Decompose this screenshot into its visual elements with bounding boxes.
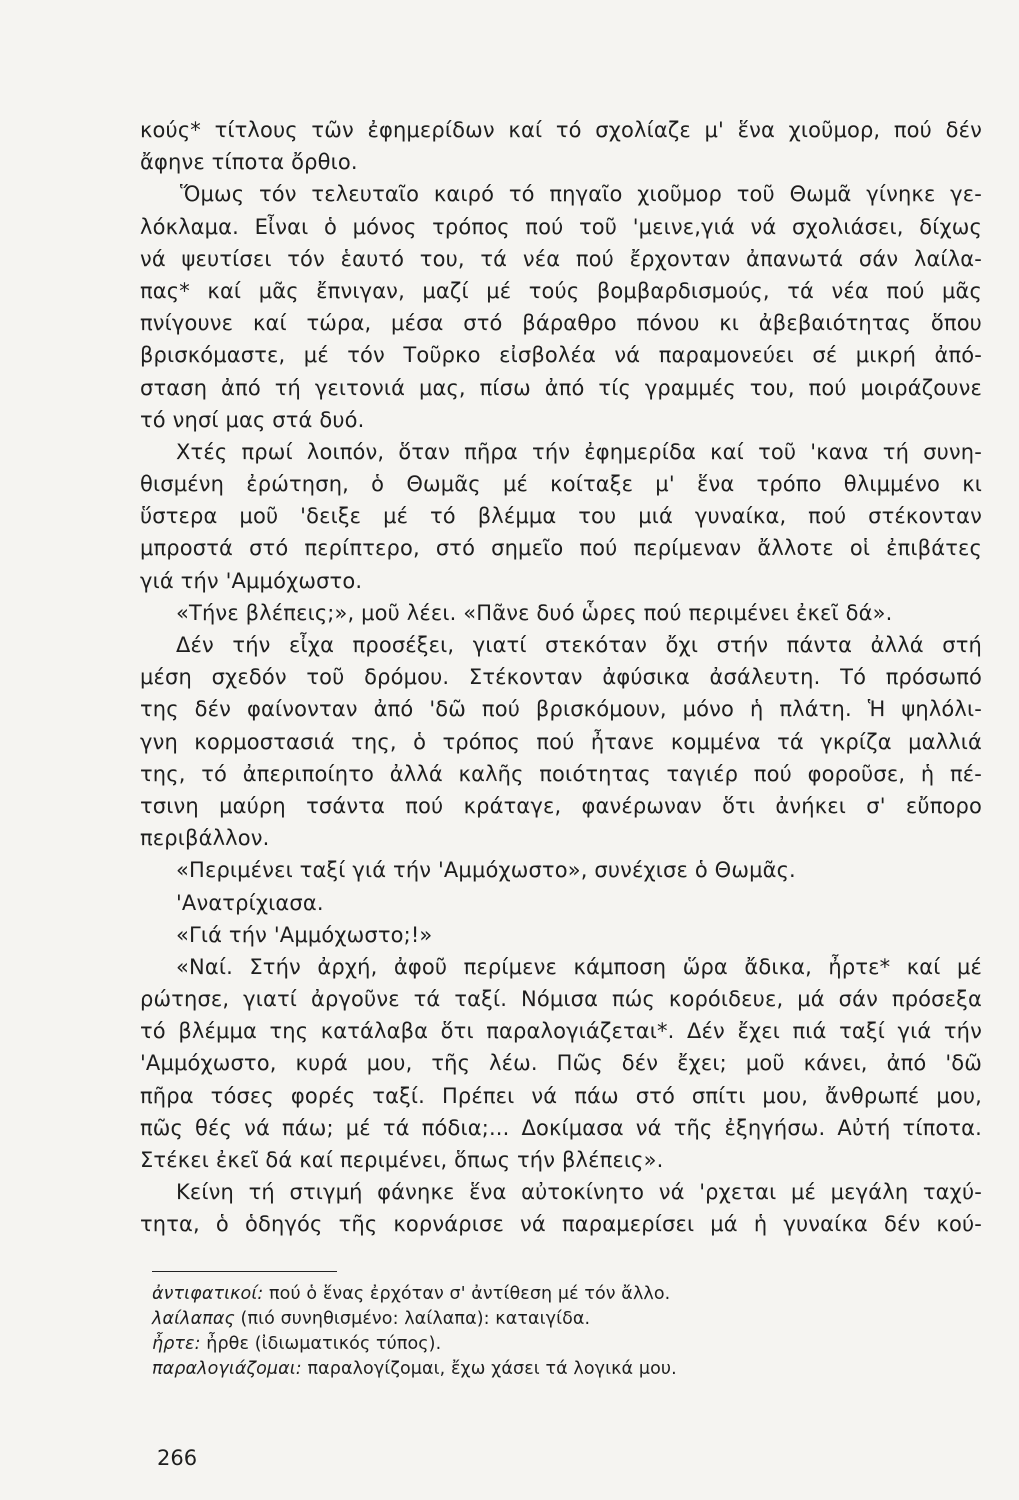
text-line: κούς* τίτλους τῶν ἐφημερίδων καί τό σχολίαζε μ' ἕνα χιοῦμορ, πού δέν [140,118,982,142]
footnote-term: ἀντιφατικοί: [152,1284,264,1304]
footnote-definition: ἦρθε (ἰδιωματικός τύπος). [206,1334,442,1354]
text-line: πῆρα τόσες φορές ταξί. Πρέπει νά πάω στό σπίτι μου, ἄνθρωπέ μου, [140,1083,982,1108]
footnotes [152,1282,912,1382]
footnote [152,1282,912,1307]
text-line: ρώτησε, γιατί ἀργοῦνε τά ταξί. Νόμισα πώς κορόιδευε, μά σάν πρόσεξα [140,987,982,1012]
text-line: τό νησί μας στά δυό. [140,407,365,432]
text-line: πας* καί μᾶς ἔπνιγαν, μαζί μέ τούς βομβαρδισμούς, τά νέα πού μᾶς [140,278,982,303]
footnote-term: λαίλαπας [152,1309,235,1329]
text-line: της, τό ἀπεριποίητο ἀλλά καλῆς ποιότητας ταγιέρ πού φοροῦσε, ἡ πέ- [140,761,982,786]
text-line: λόκλαμα. Εἶναι ὁ μόνος τρόπος πού τοῦ 'μεινε,γιά νά σχολιάσει, δίχως [140,214,982,239]
page-number: 266 [157,1446,198,1470]
footnote-definition: παραλογίζομαι, ἔχω χάσει τά λογικά μου. [307,1359,677,1379]
text-line: νά ψευτίσει τόν ἑαυτό του, τά νέα πού ἔρχονταν ἀπανωτά σάν λαίλα- [140,246,982,271]
text-line: «Τήνε βλέπεις;», μοῦ λέει. «Πᾶνε δυό ὧρες πού περιμένει ἐκεῖ δά». [176,600,893,625]
text-line: σταση ἀπό τή γειτονιά μας, πίσω ἀπό τίς γραμμές του, πού μοιράζουνε [140,375,982,400]
text-line: Κείνη τή στιγμή φάνηκε ἕνα αὐτοκίνητο νά 'ρχεται μέ μεγάλη ταχύ- [176,1180,982,1205]
text-line: τό βλέμμα της κατάλαβα ὅτι παραλογιάζεται*. Δέν ἔχει πιά ταξί γιά τήν [140,1019,982,1044]
text-line: πνίγουνε καί τώρα, μέσα στό βάραθρο πόνου κι ἀβεβαιότητας ὅπου [140,311,982,336]
text-line: μέση σχεδόν τοῦ δρόμου. Στέκονταν ἀφύσικα ἀσάλευτη. Τό πρόσωπό [140,665,982,690]
text-line: Ὅμως τόν τελευταῖο καιρό τό πηγαῖο χιοῦμορ τοῦ Θωμᾶ γίνηκε γε- [180,182,982,207]
footnote-definition: (πιό συνηθισμένο: λαίλαπα): καταιγίδα. [240,1309,591,1329]
text-line: τσινη μαύρη τσάντα πού κράταγε, φανέρωναν ὅτι ἀνήκει σ' εὔπορο [140,793,982,818]
text-line: γνη κορμοστασιά της, ὁ τρόπος πού ἦτανε κομμένα τά γκρίζα μαλλιά [140,729,982,754]
text-line: 'Αμμόχωστο, κυρά μου, τῆς λέω. Πῶς δέν ἔχει; μοῦ κάνει, ἀπό 'δῶ [140,1051,982,1076]
footnote [152,1357,912,1382]
text-line: τητα, ὁ ὁδηγός τῆς κορνάρισε νά παραμερίσει μά ἡ γυναίκα δέν κού- [140,1212,982,1237]
text-line: «Γιά τήν 'Αμμόχωστο;!» [176,922,433,947]
text-line: της δέν φαίνονταν ἀπό 'δῶ πού βρισκόμουν, μόνο ἡ πλάτη. Ἡ ψηλόλι- [140,697,982,722]
text-line: «Περιμένει ταξί γιά τήν 'Αμμόχωστο», συνέχισε ὁ Θωμᾶς. [176,858,796,883]
text-line: ὕστερα μοῦ 'δειξε μέ τό βλέμμα του μιά γυναίκα, πού στέκονταν [140,504,982,529]
footnote [152,1332,912,1357]
footnote-term: ἦρτε: [152,1334,201,1354]
text-line: μπροστά στό περίπτερο, στό σημεῖο πού περίμεναν ἄλλοτε οἱ ἐπιβάτες [140,536,982,561]
footnote-divider [152,1271,337,1272]
text-line: 'Ανατρίχιασα. [176,890,324,915]
text-line: βρισκόμαστε, μέ τόν Τοῦρκο εἰσβολέα νά παραμονεύει σέ μικρή ἀπό- [140,343,982,368]
text-line: Χτές πρωί λοιπόν, ὅταν πῆρα τήν ἐφημερίδα καί τοῦ 'κανα τή συνη- [176,439,982,464]
text-line: ἄφηνε τίποτα ὄρθιο. [140,150,358,175]
text-line: θισμένη ἐρώτηση, ὁ Θωμᾶς μέ κοίταξε μ' ἕνα τρόπο θλιμμένο κι [140,472,982,497]
text-line: Στέκει ἐκεῖ δά καί περιμένει, ὅπως τήν βλέπεις». [140,1148,664,1172]
body-text [140,114,982,1241]
footnote-term: παραλογιάζομαι: [152,1359,302,1379]
footnote-definition: πού ὁ ἕνας ἐρχόταν σ' ἀντίθεση μέ τόν ἄλλο. [269,1284,671,1304]
footnote [152,1307,912,1332]
text-line: πῶς θές νά πάω; μέ τά πόδια;... Δοκίμασα νά τῆς ἐξηγήσω. Αὐτή τίποτα. [140,1115,982,1140]
text-line: περιβάλλον. [140,826,270,851]
text-line: γιά τήν 'Αμμόχωστο. [140,568,363,593]
text-line: Δέν τήν εἶχα προσέξει, γιατί στεκόταν ὄχι στήν πάντα ἀλλά στή [176,633,982,657]
text-line: «Ναί. Στήν ἀρχή, ἀφοῦ περίμενε κάμποση ὥρα ἄδικα, ἦρτε* καί μέ [176,954,982,979]
